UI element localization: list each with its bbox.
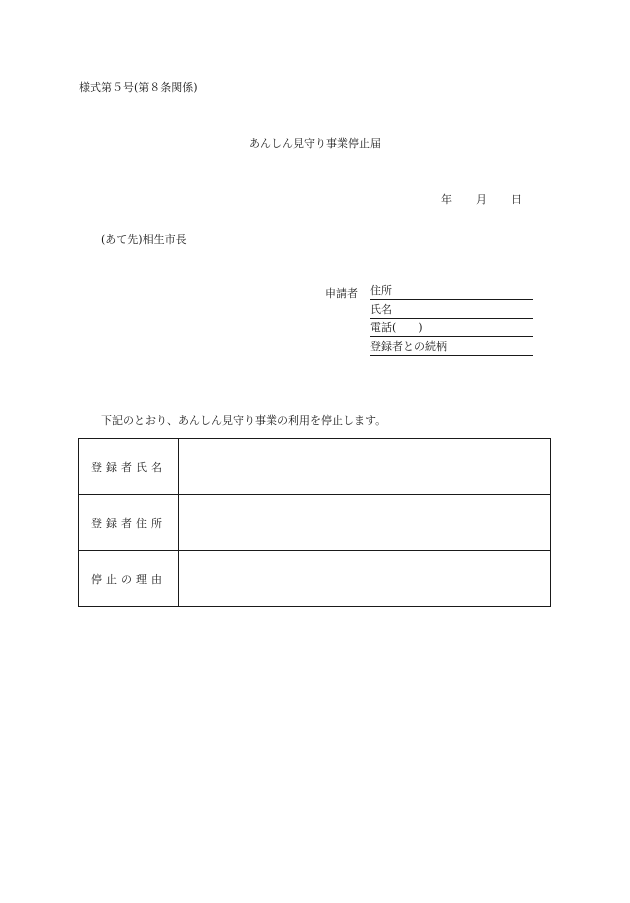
registration-table	[78, 438, 551, 607]
statement-text: 下記のとおり、あんしん見守り事業の利用を停止します。	[101, 414, 387, 427]
applicant-phone-field[interactable]: 電話( )	[370, 322, 533, 337]
year-label: 年	[441, 193, 452, 206]
registrant-name-label: 登録者氏名	[79, 439, 179, 495]
date-line	[441, 194, 522, 205]
applicant-address-field[interactable]: 住所	[370, 285, 533, 300]
form-number: 様式第５号(第８条関係)	[79, 81, 198, 94]
applicant-relation-field[interactable]: 登録者との続柄	[370, 341, 533, 356]
table-row	[79, 551, 551, 607]
stop-reason-cell[interactable]	[179, 551, 551, 607]
day-label: 日	[511, 193, 522, 206]
applicant-label: 申請者	[325, 287, 358, 300]
addressee: (あて先)相生市長	[101, 233, 187, 246]
table-row	[79, 439, 551, 495]
document-title: あんしん見守り事業停止届	[249, 137, 381, 150]
registrant-address-label: 登録者住所	[79, 495, 179, 551]
table-row	[79, 495, 551, 551]
stop-reason-label: 停止の理由	[79, 551, 179, 607]
applicant-name-field[interactable]: 氏名	[370, 304, 533, 319]
registrant-address-cell[interactable]	[179, 495, 551, 551]
registrant-name-cell[interactable]	[179, 439, 551, 495]
month-label: 月	[476, 193, 487, 206]
